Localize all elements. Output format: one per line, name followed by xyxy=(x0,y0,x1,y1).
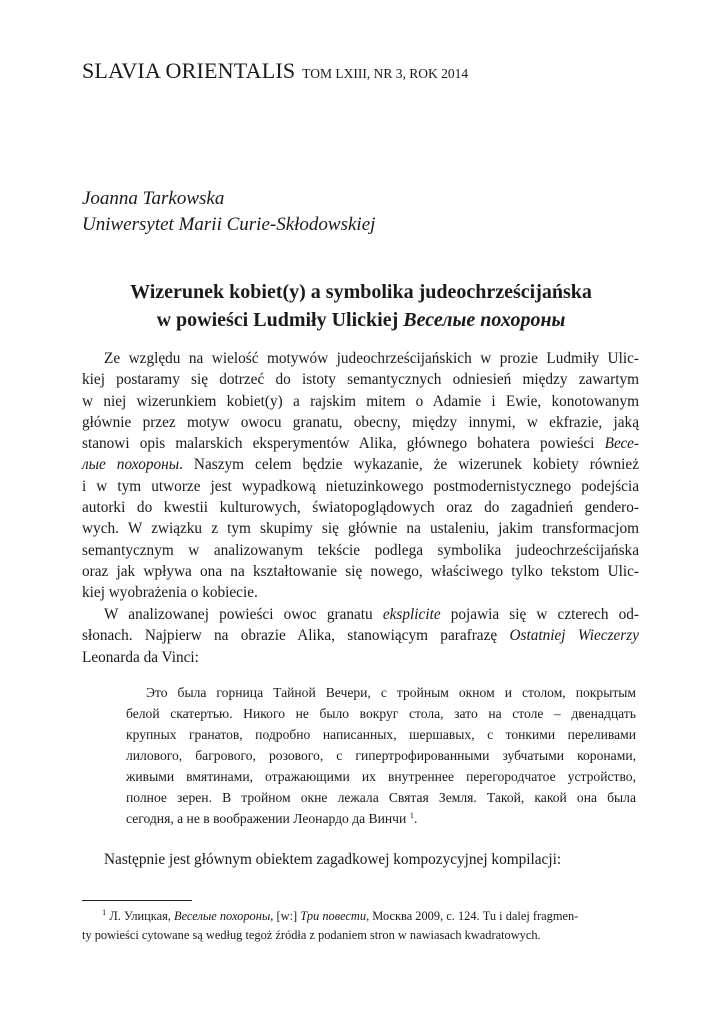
quote-line: живыми вмятинами, отражающими их внутреннее перегородчатое устройство, xyxy=(126,769,636,784)
paragraph-next: Następnie jest głównym obiektem zagadkowej kompozycyjnej kompilacji: xyxy=(104,851,562,868)
text-line: kiej postaramy się dotrzeć do istoty semantycznych odniesień między zawartym xyxy=(82,371,639,389)
title-line-2-polish: w powieści Ludmiły Ulickiej xyxy=(156,309,399,331)
footnote xyxy=(82,907,639,945)
block-quote xyxy=(126,682,636,829)
text-line: Leonarda da Vinci: xyxy=(82,648,199,666)
author-block xyxy=(82,186,375,238)
journal-issue-info: TOM LXIII, NR 3, ROK 2014 xyxy=(302,66,469,81)
author-affiliation: Uniwersytet Marii Curie-Skłodowskiej xyxy=(82,214,376,235)
title-line-2 xyxy=(0,306,722,334)
footnote-line: ty powieści cytowane są według tegoż źródła z podaniem stron w nawiasach kwadratowych. xyxy=(82,928,541,942)
text-line: stanowi opis malarskich eksperymentów Alika, głównego bohatera powieści Весе- xyxy=(82,435,639,453)
footnote-reference[interactable]: 1 xyxy=(409,810,414,820)
text-line: Ze względu na wielość motywów judeochrześcijańskich w prozie Ludmiły Ulic- xyxy=(104,350,639,367)
title-novel-name: Веселые похороны xyxy=(403,309,566,331)
journal-name: SLAVIA ORIENTALIS xyxy=(82,58,296,83)
text-line: słonach. Najpierw na obrazie Alika, stanowiącym parafrazę Ostatniej Wieczerzy xyxy=(82,627,640,645)
paragraph-intro xyxy=(82,348,639,604)
text-line: W analizowanej powieści owoc granatu eksplicite pojawia się w czterech od- xyxy=(104,606,640,623)
quote-line: сегодня, а не в воображении Леонардо да Винчи $^1$. xyxy=(126,810,418,826)
quote-line: полное зерен. В тройном окне лежала Святая Земля. Такой, какой она была xyxy=(126,790,636,805)
text-line: w niej wizerunkiem kobiet(y) a rajskim mitem o Adamie i Ewie, konotowanym xyxy=(82,392,639,410)
footnote-divider xyxy=(82,900,192,901)
quote-line: Это была горница Тайной Вечери, с тройным окном и столом, покрытым xyxy=(146,685,636,700)
footnote-line: $^1$ Л. Улицкая, Веселые похороны, [w:] Три повести, Москва 2009, с. 124. Tu i dalej fragmen- xyxy=(102,907,579,923)
paragraph-granat xyxy=(82,604,639,668)
author-name: Joanna Tarkowska xyxy=(82,188,225,209)
text-line: лые похороны. Naszym celem będzie wykazanie, że wizerunek kobiety również xyxy=(82,456,640,474)
quote-line: крупных гранатов, подробно написанных, шершавых, с тонкими переливами xyxy=(126,727,636,742)
text-line: głównie przez motyw owocu granatu, obecny, między innymi, w ekfrazie, jaką xyxy=(82,413,639,431)
text-line: oraz jak wpływa ona na kształtowanie się nowego, właściwego tylko tekstom Ulic- xyxy=(82,562,639,580)
journal-header xyxy=(82,58,468,84)
text-line: i w tym utworze jest wypadkową nietuzinkowego postmodernistycznego podejścia xyxy=(82,477,639,495)
text-line: kiej wyobrażenia o kobiecie. xyxy=(82,584,258,602)
quote-line: белой скатертью. Никого не было вокруг стола, зато на столе – двенадцать xyxy=(126,706,636,721)
title-line-1: Wizerunek kobiet(y) a symbolika judeochrześcijańska xyxy=(130,281,592,303)
text-line: autorki do kwestii kulturowych, światopoglądowych oraz do zagadnień gendero- xyxy=(82,499,639,517)
quote-line: лилового, багрового, розового, с гипертрофированными зубчатыми коронами, xyxy=(126,748,636,763)
footnote-number: 1 xyxy=(102,907,107,917)
article-title xyxy=(0,278,722,334)
text-line: semantycznym w analizowanym tekście podlega symbolika judeochrześcijańska xyxy=(82,541,639,559)
text-line: wych. W związku z tym skupimy się głównie na ustaleniu, jakim transformacjom xyxy=(82,520,639,538)
